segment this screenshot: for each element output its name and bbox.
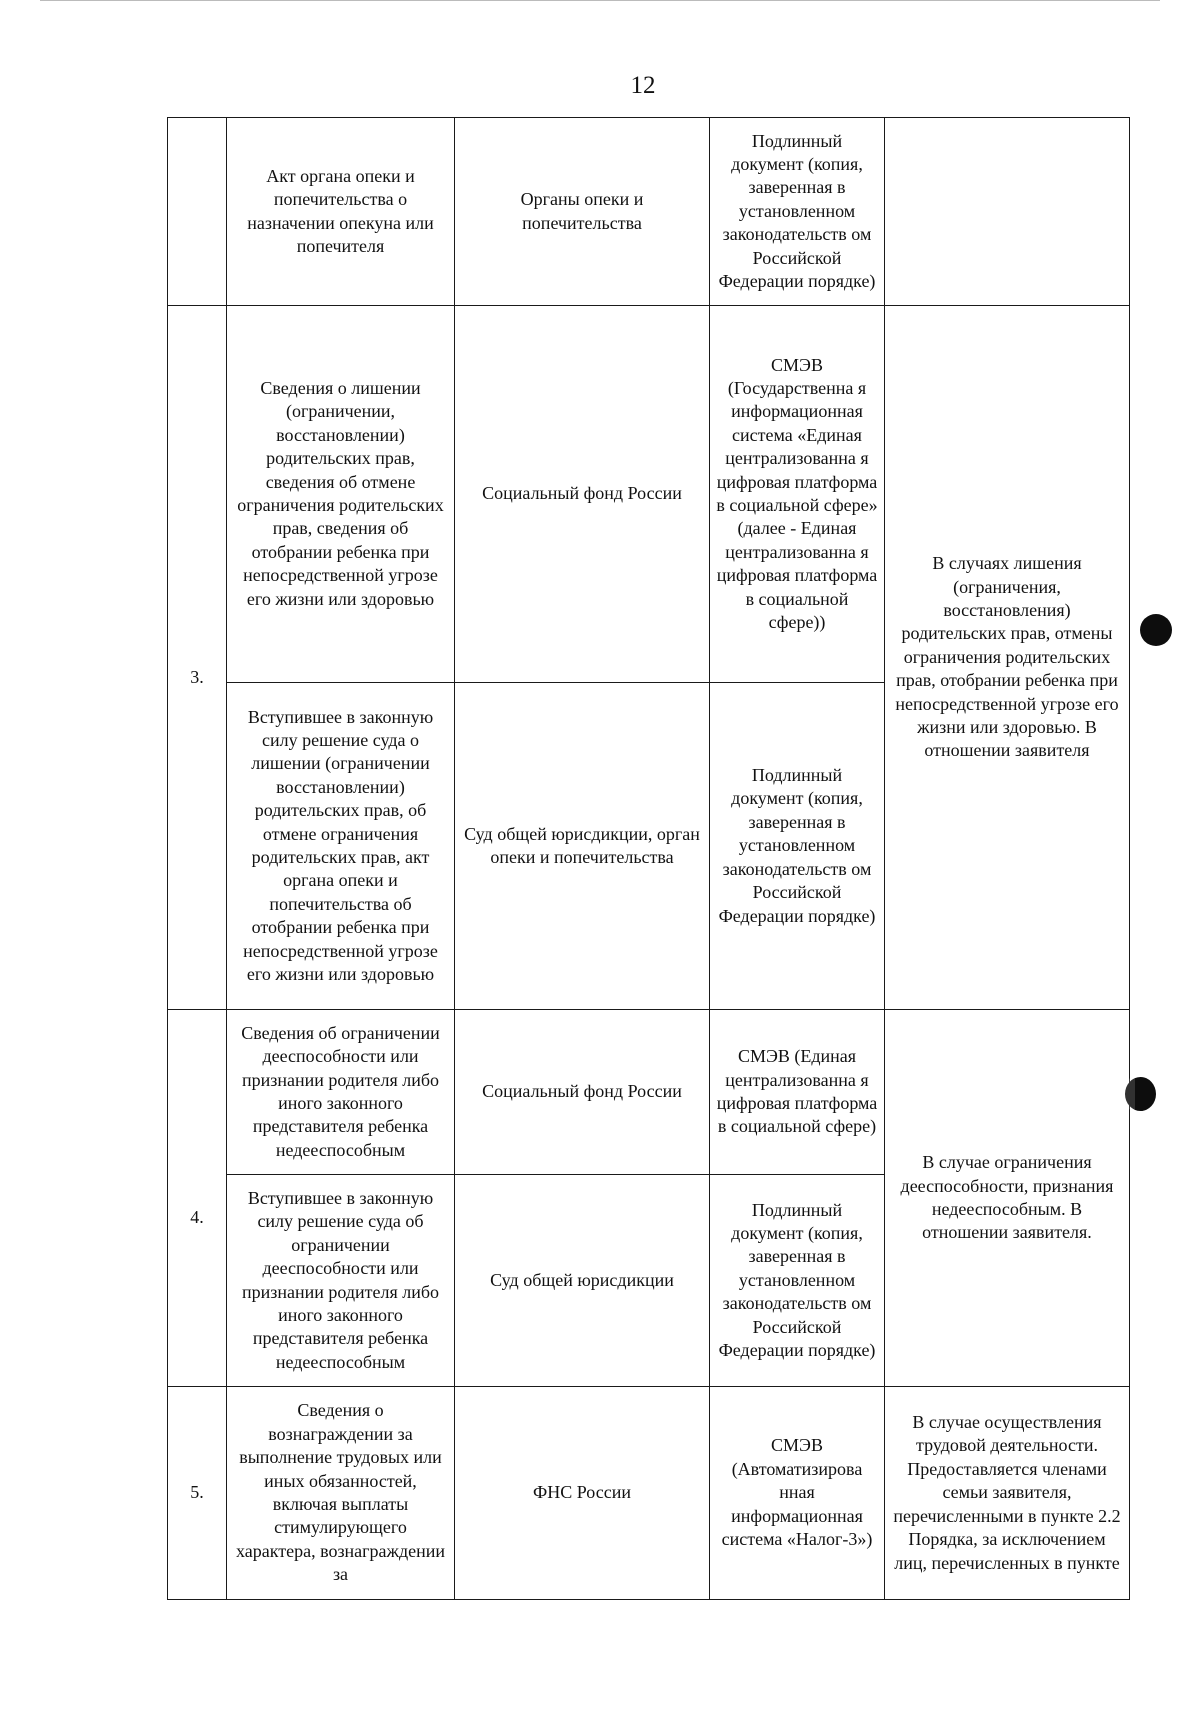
source-cell: Социальный фонд России [455, 1010, 710, 1175]
page-number: 12 [630, 72, 656, 99]
submission-form-cell: СМЭВ (Единая централизованна я цифровая платформа в социальной сфере) [710, 1010, 885, 1175]
submission-form-cell: Подлинный документ (копия, заверенная в установленном законодательств ом Российской Федерации порядке) [710, 1175, 885, 1387]
source-cell: Суд общей юрисдикции [455, 1175, 710, 1387]
submission-form-cell: Подлинный документ (копия, заверенная в установленном законодательств ом Российской Федерации порядке) [710, 118, 885, 306]
source-cell: ФНС России [455, 1387, 710, 1600]
note-cell: В случае осуществления трудовой деятельности. Предоставляется членами семьи заявителя, перечисленными в пункте 2.2 Порядка, за исключением лиц, перечисленных в пункте [885, 1387, 1130, 1600]
punch-hole-mark [1125, 1077, 1156, 1111]
source-cell: Органы опеки и попечительства [455, 118, 710, 306]
document-name-cell: Сведения об ограничении дееспособности или признании родителя либо иного законного представителя ребенка недееспособным [227, 1010, 455, 1175]
table-row [168, 1010, 1130, 1175]
row-number-cell [168, 1010, 227, 1387]
document-name-cell: Акт органа опеки и попечительства о назначении опекуна или попечителя [227, 118, 455, 306]
scan-edge-line [40, 0, 1160, 1]
document-name-cell: Сведения о вознаграждении за выполнение трудовых или иных обязанностей, включая выплаты стимулирующего характера, вознаграждении за [227, 1387, 455, 1600]
document-name-cell: Сведения о лишении (ограничении, восстановлении) родительских прав, сведения об отмене ограничения родительских прав, сведения об отобрании ребенка при непосредственной угрозе его жизни или здоровью [227, 306, 455, 683]
row-number-cell [168, 306, 227, 1010]
submission-form-cell: Подлинный документ (копия, заверенная в установленном законодательств ом Российской Федерации порядке) [710, 683, 885, 1010]
source-cell: Социальный фонд России [455, 306, 710, 683]
document-name-cell: Вступившее в законную силу решение суда об ограничении дееспособности или признании родителя либо иного законного представителя ребенка недееспособным [227, 1175, 455, 1387]
table-row [168, 1387, 1130, 1600]
source-cell: Суд общей юрисдикции, орган опеки и попечительства [455, 683, 710, 1010]
row-number: 5. [168, 1387, 227, 1600]
note-cell: В случае ограничения дееспособности, признания недееспособным. В отношении заявителя. [885, 1010, 1130, 1387]
document-name-cell: Вступившее в законную силу решение суда о лишении (ограничении восстановлении) родительских прав, об отмене ограничения родительских прав, акт органа опеки и попечительства об отобрании ребенка при непосредственной угрозе его жизни или здоровью [227, 683, 455, 1010]
row-number: 4. [190, 1207, 204, 1228]
documents-table [167, 117, 1130, 1600]
table-row [168, 118, 1130, 306]
submission-form-cell: СМЭВ (Государственна я информационная система «Единая централизованна я цифровая платформа в социальной сфере» (далее - Единая централизованна я цифровая платформа в социальной сфере)) [710, 306, 885, 683]
punch-hole-mark [1140, 614, 1172, 646]
submission-form-cell: СМЭВ (Автоматизирова нная информационная система «Налог-3») [710, 1387, 885, 1600]
note-cell: В случаях лишения (ограничения, восстановления) родительских прав, отмены ограничения родительских прав, отобрании ребенка при непосредственной угрозе его жизни или здоровью. В отношении заявителя [885, 306, 1130, 1010]
row-number: 3. [190, 666, 204, 687]
note-cell [885, 118, 1130, 306]
table-row [168, 306, 1130, 683]
row-number [168, 118, 227, 306]
